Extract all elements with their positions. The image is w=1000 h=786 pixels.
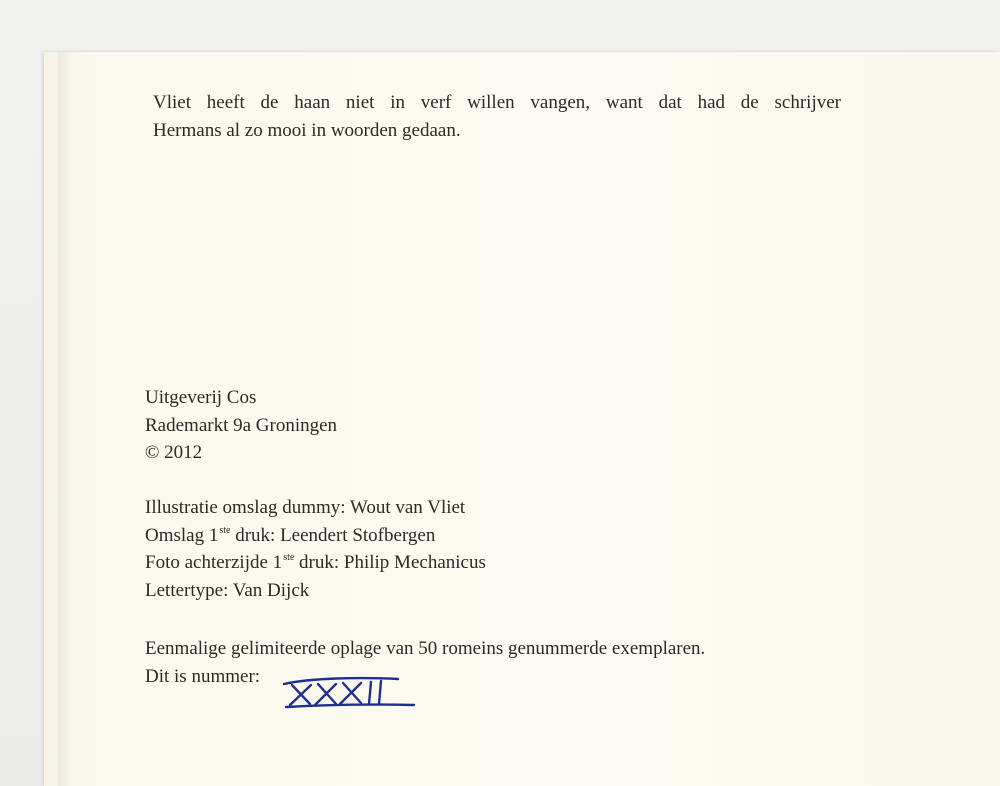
handwritten-x-1 — [290, 685, 311, 705]
cover-credit: Omslag 1ste druk: Leendert Stofbergen — [145, 524, 436, 546]
handwritten-i-2 — [379, 681, 381, 704]
handwritten-x-3 — [340, 683, 361, 704]
cover-edition-superscript: ste — [219, 524, 231, 536]
intro-paragraph — [153, 89, 841, 145]
photo-edition-superscript: ste — [283, 552, 295, 563]
edition-statement: Eenmalige gelimiteerde oplage van 50 romeins genummerde exemplaren. — [145, 638, 706, 659]
credits-block — [145, 494, 486, 604]
handwritten-underline — [286, 705, 414, 707]
intro-line-1: Vliet heeft de haan niet in verf willen vangen, want dat had de schrijver — [153, 92, 841, 113]
edition-block — [145, 635, 705, 690]
publisher-address: Rademarkt 9a Groningen — [145, 414, 338, 436]
handwritten-i-1 — [369, 682, 371, 704]
publisher-name: Uitgeverij Cos — [145, 387, 257, 408]
edition-number-label: Dit is nummer: — [145, 665, 261, 687]
photo-credit: Foto achterzijde 1ste druk: Philip Mechanicus — [145, 552, 486, 573]
handwritten-x-2 — [315, 684, 336, 705]
typeface-credit: Lettertype: Van Dijck — [145, 579, 310, 601]
intro-line-2: Hermans al zo mooi in woorden gedaan. — [153, 120, 461, 141]
handwritten-number — [280, 668, 420, 718]
copyright-notice: © 2012 — [145, 442, 203, 463]
illustration-credit: Illustratie omslag dummy: Wout van Vliet — [145, 497, 466, 518]
page-edge-shadow — [58, 52, 72, 786]
publisher-block — [145, 384, 337, 467]
